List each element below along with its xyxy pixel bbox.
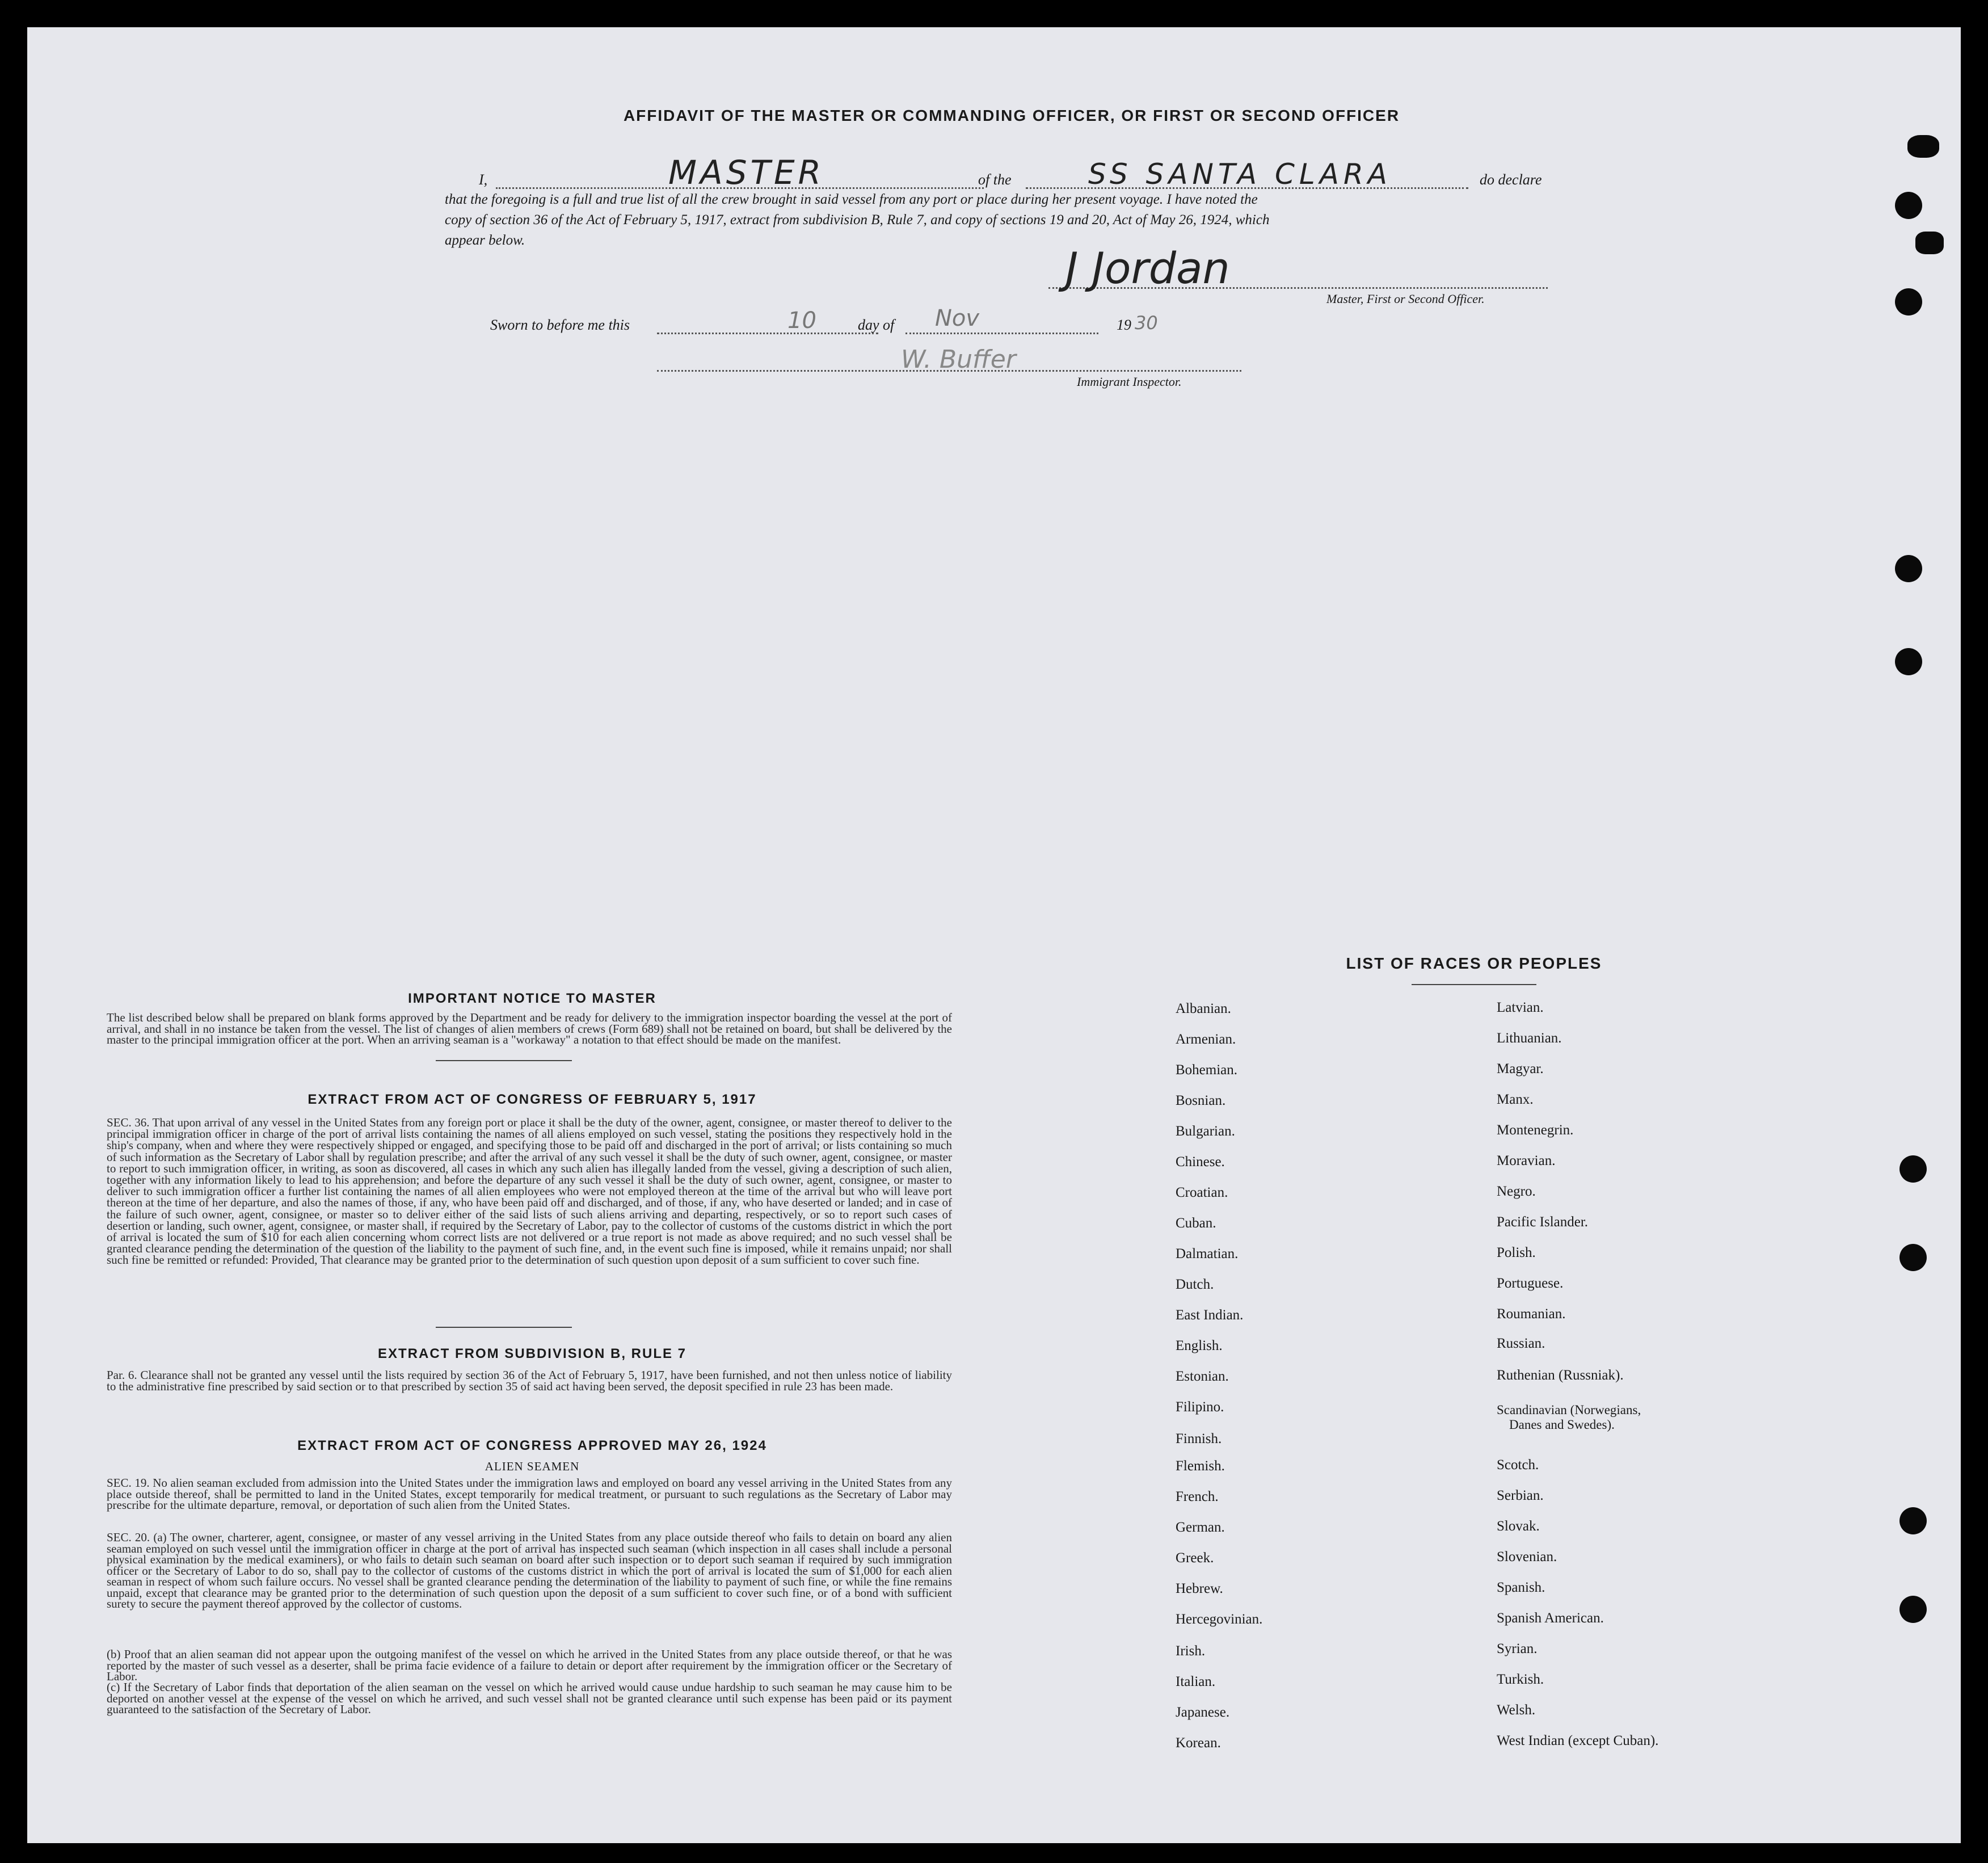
vessel-handwritten: SS SANTA CLARA: [1088, 158, 1392, 191]
signature-handwritten: J Jordan: [1065, 243, 1230, 293]
punch-hole: [1895, 648, 1922, 675]
punch-hole: [1895, 288, 1922, 316]
race-item: Flemish.: [1176, 1458, 1225, 1474]
punch-hole: [1895, 192, 1922, 219]
race-item: Latvian.: [1497, 1000, 1544, 1015]
affidavit-line-2: that the foregoing is a full and true list of all the crew brought in said vessel from any port or place during her present voyage. I have noted the: [445, 192, 1258, 207]
races-title-rule: [1412, 984, 1536, 985]
race-item: Scotch.: [1497, 1457, 1539, 1473]
race-item: Turkish.: [1497, 1672, 1544, 1687]
race-item: Montenegrin.: [1497, 1122, 1574, 1138]
affidavit-do-declare: do declare: [1480, 171, 1542, 188]
race-item: Filipino.: [1176, 1399, 1224, 1415]
inspector-label: Immigrant Inspector.: [1077, 375, 1182, 389]
race-item: Croatian.: [1176, 1185, 1228, 1200]
race-item: Dutch.: [1176, 1277, 1214, 1292]
race-item: Portuguese.: [1497, 1276, 1564, 1291]
race-item: Spanish.: [1497, 1580, 1545, 1595]
race-item: Slovenian.: [1497, 1549, 1557, 1565]
sworn-year-handwritten: 30: [1135, 312, 1158, 334]
race-item: Albanian.: [1176, 1001, 1231, 1016]
affidavit-i-prefix: I,: [479, 171, 488, 188]
affidavit-of-the: of the: [978, 171, 1012, 188]
punch-hole: [1899, 1155, 1927, 1183]
race-item: Bohemian.: [1176, 1062, 1238, 1078]
race-item: Bosnian.: [1176, 1093, 1226, 1108]
signature-label: Master, First or Second Officer.: [1326, 292, 1485, 306]
extract-1924-sec20c: (c) If the Secretary of Labor finds that deportation of the alien seaman on the vessel on which he arrived would cause undue hardship to such seaman he may cause him to be deported on another vessel at the expense of the vessel on which he arrived, and such vessel shall not be granted clearance until such expense has been paid or its payment guaranteed to the satisfaction of the Secretary of Labor.: [107, 1680, 952, 1716]
affidavit-title: AFFIDAVIT OF THE MASTER OR COMMANDING OFFICER, OR FIRST OR SECOND OFFICER: [623, 107, 1400, 124]
extract-1924-sec20a: SEC. 20. (a) The owner, charterer, agent, consignee, or master of any vessel arriving in the United States from any place outside thereof who fails to detain on board any alien seaman employed on such vessel until the immigration officer in charge at the port of arrival has inspected such seaman (which inspection in all cases shall include a personal physical examination by the medical examiners), or who fails to detain such seaman on board after such inspection or to deport such seaman if required by such immigration officer or the Secretary of Labor to do so, shall pay to the collector of customs of the customs district in which the port of arrival is located the sum of $1,000 for each alien seaman in respect of whom such failure occurs. No vessel shall be granted clearance pending the determination of the liability to payment of such fine, or while the fine remains unpaid, except that clearance may be granted prior to the determination of such question upon the deposit of a sum sufficient to cover such fine, or of a bond with sufficient surety to secure the payment thereof approved by the collector of customs.: [107, 1530, 952, 1610]
race-item: Armenian.: [1176, 1032, 1236, 1047]
punch-hole: [1899, 1596, 1927, 1623]
race-item: Finnish.: [1176, 1431, 1222, 1446]
race-item: Italian.: [1176, 1674, 1216, 1689]
extract-1924-subtitle: ALIEN SEAMEN: [485, 1460, 580, 1473]
race-item: Danes and Swedes).: [1509, 1418, 1615, 1432]
torn-edge-mark: [1915, 232, 1944, 254]
extract-1917-title: EXTRACT FROM ACT OF CONGRESS OF FEBRUARY 5, 1917: [308, 1092, 757, 1107]
race-item: Korean.: [1176, 1735, 1221, 1751]
torn-corner-mark: [1907, 135, 1939, 158]
extract-rule7-title: EXTRACT FROM SUBDIVISION B, RULE 7: [377, 1346, 687, 1361]
race-item: German.: [1176, 1520, 1225, 1535]
race-item: Negro.: [1497, 1184, 1536, 1199]
race-item: Roumanian.: [1497, 1306, 1566, 1322]
sworn-day-of: day of: [858, 317, 895, 333]
sworn-day-line: [657, 333, 878, 334]
race-item: French.: [1176, 1489, 1219, 1504]
sworn-month-handwritten: Nov: [935, 305, 980, 331]
race-item: Slovak.: [1497, 1519, 1540, 1534]
race-item: Dalmatian.: [1176, 1246, 1239, 1261]
extract-1924-sec20b: (b) Proof that an alien seaman did not appear upon the outgoing manifest of the vessel on which he arrived in the United States from any place outside thereof, or that he was reported by the master of such vessel as a deserter, shall be prima facie evidence of a failure to detain or deport after requirement by the immigration officer or the Secretary of Labor.: [107, 1647, 952, 1683]
race-item: Japanese.: [1176, 1705, 1230, 1720]
extract-1917-text: SEC. 36. That upon arrival of any vessel in the United States from any foreign port or place it shall be the duty of the owner, agent, consignee, or master thereof to deliver to the principal immigration officer in charge of the port of arrival lists containing the names of all aliens employed on such vessel, stating the positions they respectively hold in the ship's company, when and where they were respectively shipped or engaged, and specifying those to be paid off and discharged in the port of arrival; or lists containing so much of such information as the Secretary of Labor shall by regulation prescribe; and after the arrival of any such vessel it shall be the duty of such owner, agent, consignee, or master to report to such immigration officer, in writing, as soon as discovered, all cases in which any such alien has illegally landed from the vessel, giving a description of such alien, together with any information likely to lead to his apprehension; and before the departure of any such vessel it shall be the duty of such owner, agent, consignee, or master to deliver to such immigration officer a further list containing the names of all alien employees who were not employed thereon at the time of the arrival but who will leave port thereon at the time of her departure, and also the names of those, if any, who have been paid off and discharged, and of those, if any, who have deserted or landed; and in case of the failure of such owner, agent, consignee, or master so to deliver either of the said lists of such aliens arriving and departing, respectively, or so to report such cases of desertion or landing, such owner, agent, consignee, or master shall, if required by the Secretary of Labor, pay to the collector of customs of the customs district in which the port of arrival is located the sum of $10 for each alien concerning whom correct lists are not delivered or a true report is not made as above required; and no such vessel shall be granted clearance pending the determination of the question of the liability to the payment of such fine, and, in the event such fine is imposed, while it remains unpaid; nor shall such fine be remitted or refunded: Provided, That clearance may be granted prior to the determination of such question upon deposit of a sum sufficient to cover such fine.: [107, 1116, 952, 1267]
race-item: Moravian.: [1497, 1153, 1556, 1168]
race-item: Irish.: [1176, 1643, 1206, 1659]
race-item: Hercegovinian.: [1176, 1612, 1263, 1627]
races-title: LIST OF RACES OR PEOPLES: [1346, 954, 1602, 972]
race-item: Russian.: [1497, 1336, 1545, 1351]
sworn-prefix: Sworn to before me this: [490, 317, 630, 333]
race-item: English.: [1176, 1338, 1223, 1353]
race-item: Scandinavian (Norwegians,: [1497, 1403, 1641, 1417]
race-item: Spanish American.: [1497, 1610, 1604, 1626]
punch-hole: [1899, 1244, 1927, 1271]
extract-1924-title: EXTRACT FROM ACT OF CONGRESS APPROVED MAY 26, 1924: [297, 1438, 767, 1453]
race-item: Chinese.: [1176, 1154, 1225, 1170]
race-item: Pacific Islander.: [1497, 1214, 1589, 1230]
extract-rule7-text: Par. 6. Clearance shall not be granted any vessel until the lists required by section 36 of the Act of February 5, 1917, have been furnished, and not then unless notice of liability to the administrative fine prescribed by said section or to that prescribed by section 35 of said act having been served, the deposit specified in rule 23 has been made.: [107, 1368, 952, 1393]
race-item: Manx.: [1497, 1092, 1534, 1107]
document-page: [27, 27, 1961, 1843]
affidavit-line-3: copy of section 36 of the Act of February 5, 1917, extract from subdivision B, Rule 7, and copy of sections 19 and 20, Act of May 26, 1924, which: [445, 212, 1270, 228]
notice-text: The list described below shall be prepared on blank forms approved by the Department and be ready for delivery to the immigration inspector boarding the vessel at the port of arrival, and shall in no instance be taken from the vessel. The list of changes of alien members of crews (Form 689) shall not be retained on board, but shall be delivered by the master to the principal immigration officer at the port. When an arriving seaman is a "workaway" a notation to that effect should be made on the manifest.: [107, 1011, 952, 1046]
race-item: Greek.: [1176, 1550, 1214, 1566]
race-item: Bulgarian.: [1176, 1124, 1235, 1139]
race-item: Serbian.: [1497, 1488, 1544, 1503]
race-item: West Indian (except Cuban).: [1497, 1733, 1659, 1748]
punch-hole: [1899, 1507, 1927, 1534]
extract-1924-sec19: SEC. 19. No alien seaman excluded from admission into the United States under the immigration laws and employed on board any vessel arriving in the United States from any place outside thereof, shall be permitted to land in the United States, except temporarily for medical treatment, or pursuant to such regulations as the Secretary of Labor may prescribe for the ultimate departure, removal, or deportation of such alien from the United States.: [107, 1476, 952, 1512]
divider-1: [436, 1060, 572, 1061]
race-item: Hebrew.: [1176, 1581, 1223, 1596]
race-item: Lithuanian.: [1497, 1031, 1562, 1046]
race-item: Cuban.: [1176, 1216, 1216, 1231]
race-item: Syrian.: [1497, 1641, 1538, 1656]
race-item: Welsh.: [1497, 1702, 1536, 1718]
affidavit-line-4: appear below.: [445, 233, 525, 248]
divider-2: [436, 1327, 572, 1328]
sworn-year-prefix: 19: [1117, 317, 1131, 333]
notice-title: IMPORTANT NOTICE TO MASTER: [408, 991, 656, 1006]
race-item: East Indian.: [1176, 1307, 1244, 1323]
race-item: Estonian.: [1176, 1369, 1229, 1384]
name-handwritten: MASTER: [668, 153, 824, 192]
punch-hole: [1895, 555, 1922, 582]
race-item: Magyar.: [1497, 1061, 1544, 1076]
sworn-month-line: [905, 333, 1098, 334]
inspector-handwritten: W. Buffer: [901, 345, 1016, 374]
sworn-day-handwritten: 10: [787, 308, 816, 334]
race-item: Polish.: [1497, 1245, 1536, 1260]
race-item: Ruthenian (Russniak).: [1497, 1368, 1624, 1383]
